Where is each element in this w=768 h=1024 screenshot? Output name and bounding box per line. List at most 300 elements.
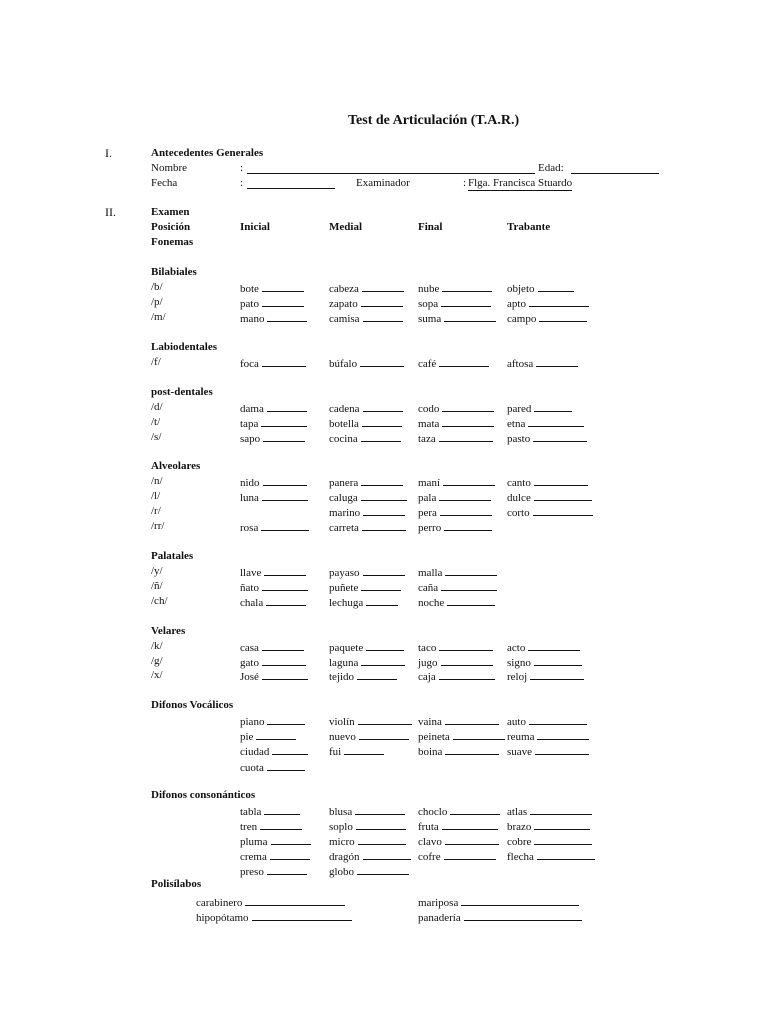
phoneme-nn-inicial-answer-line[interactable] [262, 580, 308, 591]
phoneme-n-trabante-answer-line[interactable] [534, 475, 588, 486]
phoneme-k-final-answer-line[interactable] [439, 640, 493, 651]
difono-consonantico-2-3-answer-line[interactable] [534, 834, 592, 845]
phoneme-t-trabante-answer-line[interactable] [528, 416, 584, 427]
phoneme-x-final [418, 669, 495, 684]
phoneme-x-fonema [151, 669, 163, 682]
phoneme-p-trabante-word: apto [507, 298, 526, 310]
phoneme-p-medial [329, 296, 403, 311]
phoneme-y-final [418, 565, 497, 580]
phoneme-r-trabante-word: corto [507, 507, 530, 519]
difono-consonantico-0-1-word: blusa [329, 806, 353, 818]
phoneme-r-medial-word: marino [329, 507, 361, 519]
difono-vocalico-1-0 [240, 729, 296, 744]
phoneme-p-trabante [507, 296, 589, 311]
difono-vocalico-1-2-word: peineta [418, 731, 450, 743]
phoneme-k-fonema-word: /k/ [151, 640, 163, 652]
phoneme-s-fonema-word: /s/ [151, 431, 162, 443]
phoneme-y-final-answer-line[interactable] [445, 565, 497, 576]
phoneme-n-fonema [151, 475, 163, 488]
phoneme-g-final [418, 655, 493, 670]
phoneme-k-medial-word: paquete [329, 642, 364, 654]
difono-consonantico-0-0 [240, 804, 300, 819]
trabante-header: Trabante [507, 221, 551, 233]
phoneme-l-fonema [151, 490, 160, 503]
section-1-number: I. [105, 146, 112, 160]
difono-consonantico-0-3-word: atlas [507, 806, 528, 818]
phoneme-g-medial-answer-line[interactable] [361, 655, 405, 666]
phoneme-l-trabante-word: dulce [507, 492, 531, 504]
nombre-field[interactable] [247, 162, 535, 174]
phoneme-m-final-answer-line[interactable] [444, 311, 496, 322]
difono-consonantico-2-2-answer-line[interactable] [445, 834, 499, 845]
difono-vocalico-1-1-word: nuevo [329, 731, 356, 743]
polisilabo-2-answer-line[interactable] [461, 895, 579, 906]
phoneme-ch-inicial-word: chala [240, 597, 264, 609]
phoneme-p-medial-word: zapato [329, 298, 358, 310]
phoneme-m-medial-answer-line[interactable] [363, 311, 403, 322]
difono-vocalico-1-0-answer-line[interactable] [256, 729, 296, 740]
polisilabo-0-answer-line[interactable] [245, 895, 345, 906]
final-header: Final [418, 221, 443, 233]
nombre-label: Nombre [151, 162, 188, 174]
phoneme-x-medial [329, 669, 397, 684]
phoneme-g-trabante-answer-line[interactable] [534, 655, 582, 666]
phoneme-m-trabante-answer-line[interactable] [539, 311, 587, 322]
phoneme-s-trabante-word: pasto [507, 433, 531, 445]
phoneme-f-fonema-word: /f/ [151, 356, 161, 368]
difono-consonantico-3-3 [507, 849, 595, 864]
difono-consonantico-4-0-answer-line[interactable] [267, 864, 307, 875]
phoneme-d-final-word: codo [418, 403, 440, 415]
phoneme-ch-medial [329, 595, 398, 610]
phoneme-g-trabante [507, 655, 582, 670]
difono-vocalico-0-0-word: piano [240, 716, 265, 728]
phoneme-p-inicial-answer-line[interactable] [262, 296, 304, 307]
phoneme-rr-fonema [151, 520, 164, 533]
inicial-header: Inicial [240, 221, 270, 233]
phoneme-g-medial-word: laguna [329, 657, 359, 669]
difono-consonantico-1-2-answer-line[interactable] [442, 819, 498, 830]
phoneme-nn-fonema [151, 580, 163, 593]
difono-consonantico-3-2-answer-line[interactable] [444, 849, 496, 860]
phoneme-ch-medial-word: lechuga [329, 597, 364, 609]
phoneme-l-medial [329, 490, 407, 505]
phoneme-m-final-word: suma [418, 313, 442, 325]
phoneme-b-inicial-word: bote [240, 283, 259, 295]
difono-vocalico-1-3-answer-line[interactable] [537, 729, 589, 740]
difono-vocalico-2-1 [329, 744, 384, 759]
group-postdentales: post-dentales [151, 386, 213, 398]
difono-consonantico-1-1-word: soplo [329, 821, 353, 833]
phoneme-b-inicial-answer-line[interactable] [262, 281, 304, 292]
difono-vocalico-0-2-answer-line[interactable] [445, 714, 499, 725]
phoneme-d-trabante-answer-line[interactable] [534, 401, 572, 412]
polisilabo-0-word: carabinero [196, 897, 243, 909]
phoneme-x-medial-answer-line[interactable] [357, 669, 397, 680]
phoneme-d-trabante [507, 401, 572, 416]
phoneme-k-medial [329, 640, 404, 655]
difono-vocalico-1-3-word: reuma [507, 731, 535, 743]
phoneme-s-final-word: taza [418, 433, 436, 445]
difono-vocalico-3-0-answer-line[interactable] [267, 760, 305, 771]
phoneme-rr-fonema-word: /rr/ [151, 520, 165, 532]
difono-vocalico-2-3 [507, 744, 589, 759]
group-palatales: Palatales [151, 550, 194, 562]
phoneme-y-inicial-word: llave [240, 567, 262, 579]
phoneme-ch-final-answer-line[interactable] [447, 595, 495, 606]
polisilabo-3-word: panadería [418, 912, 461, 924]
phoneme-g-fonema [151, 655, 163, 668]
phoneme-m-medial [329, 311, 403, 326]
phoneme-s-fonema [151, 431, 161, 444]
phoneme-l-final [418, 490, 491, 505]
difono-consonantico-3-1-word: dragón [329, 851, 360, 863]
phoneme-b-final [418, 281, 492, 296]
phoneme-l-final-answer-line[interactable] [439, 490, 491, 501]
phoneme-p-medial-answer-line[interactable] [361, 296, 403, 307]
phoneme-y-medial-answer-line[interactable] [363, 565, 405, 576]
phoneme-s-inicial [240, 431, 305, 446]
phoneme-k-final-word: taco [418, 642, 437, 654]
phoneme-k-inicial-answer-line[interactable] [262, 640, 304, 651]
group-polisilabos: Polisílabos [151, 878, 202, 890]
difono-consonantico-1-0 [240, 819, 302, 834]
phoneme-g-fonema-word: /g/ [151, 655, 163, 667]
difono-consonantico-1-1-answer-line[interactable] [356, 819, 406, 830]
phoneme-g-inicial-answer-line[interactable] [262, 655, 306, 666]
posicion-header: Posición [151, 221, 191, 233]
difono-consonantico-0-2-answer-line[interactable] [450, 804, 500, 815]
phoneme-x-final-word: caja [418, 671, 436, 683]
phoneme-f-inicial [240, 356, 306, 371]
phoneme-m-medial-word: camisa [329, 313, 360, 325]
phoneme-l-fonema-word: /l/ [151, 490, 161, 502]
difono-consonantico-1-2 [418, 819, 498, 834]
difono-vocalico-1-1-answer-line[interactable] [359, 729, 409, 740]
phoneme-n-final-word: maní [418, 477, 440, 489]
difono-consonantico-0-3-answer-line[interactable] [530, 804, 592, 815]
difono-vocalico-0-3-answer-line[interactable] [529, 714, 587, 725]
nombre-colon: : [240, 162, 244, 174]
phoneme-s-trabante-answer-line[interactable] [533, 431, 587, 442]
phoneme-rr-inicial [240, 520, 309, 535]
phoneme-rr-final-answer-line[interactable] [444, 520, 492, 531]
polisilabo-3-answer-line[interactable] [464, 910, 582, 921]
phoneme-n-final [418, 475, 495, 490]
section-1-heading: Antecedentes Generales [151, 147, 264, 159]
phoneme-m-inicial-answer-line[interactable] [267, 311, 307, 322]
difono-consonantico-4-1 [329, 864, 409, 879]
phoneme-nn-medial-word: puñete [329, 582, 359, 594]
phoneme-s-inicial-answer-line[interactable] [263, 431, 305, 442]
phoneme-f-medial-word: búfalo [329, 358, 358, 370]
phoneme-nn-medial-answer-line[interactable] [361, 580, 401, 591]
phoneme-t-fonema [151, 416, 160, 429]
phoneme-s-final-answer-line[interactable] [439, 431, 493, 442]
phoneme-b-trabante [507, 281, 574, 296]
phoneme-d-medial-answer-line[interactable] [363, 401, 403, 412]
phoneme-x-inicial-word: José [240, 671, 259, 683]
difono-consonantico-2-0 [240, 834, 311, 849]
difono-consonantico-3-3-answer-line[interactable] [537, 849, 595, 860]
phoneme-d-inicial-answer-line[interactable] [267, 401, 307, 412]
group-labiodentales: Labiodentales [151, 341, 218, 353]
phoneme-r-medial [329, 505, 405, 520]
phoneme-x-inicial-answer-line[interactable] [262, 669, 308, 680]
difono-consonantico-1-2-word: fruta [418, 821, 439, 833]
phoneme-s-final [418, 431, 493, 446]
phoneme-t-inicial-word: tapa [240, 418, 259, 430]
phoneme-l-trabante-answer-line[interactable] [534, 490, 592, 501]
phoneme-r-medial-answer-line[interactable] [363, 505, 405, 516]
phoneme-f-final-word: café [418, 358, 437, 370]
phoneme-ch-inicial-answer-line[interactable] [266, 595, 306, 606]
phoneme-x-final-answer-line[interactable] [439, 669, 495, 680]
phoneme-m-inicial [240, 311, 307, 326]
phoneme-b-fonema-word: /b/ [151, 281, 163, 293]
phoneme-b-fonema [151, 281, 163, 294]
phoneme-l-inicial-word: luna [240, 492, 259, 504]
phoneme-g-final-answer-line[interactable] [441, 655, 493, 666]
phoneme-ch-medial-answer-line[interactable] [366, 595, 398, 606]
phoneme-ch-fonema-word: /ch/ [151, 595, 168, 607]
polisilabo-1 [196, 910, 352, 925]
phoneme-d-inicial-word: dama [240, 403, 264, 415]
difono-vocalico-2-3-word: suave [507, 746, 533, 758]
difono-consonantico-3-0-word: crema [240, 851, 267, 863]
phoneme-n-inicial-answer-line[interactable] [263, 475, 307, 486]
difono-consonantico-2-0-answer-line[interactable] [271, 834, 311, 845]
polisilabo-1-word: hipopótamo [196, 912, 249, 924]
phoneme-d-trabante-word: pared [507, 403, 532, 415]
phoneme-n-fonema-word: /n/ [151, 475, 163, 487]
difono-vocalico-2-0-word: ciudad [240, 746, 270, 758]
phoneme-p-final [418, 296, 491, 311]
difono-consonantico-1-0-answer-line[interactable] [260, 819, 302, 830]
phoneme-m-fonema-word: /m/ [151, 311, 166, 323]
polisilabo-2-word: mariposa [418, 897, 459, 909]
fecha-field[interactable] [247, 177, 335, 189]
difono-consonantico-2-2 [418, 834, 499, 849]
edad-field[interactable] [571, 162, 659, 174]
difono-consonantico-3-0-answer-line[interactable] [270, 849, 310, 860]
phoneme-f-trabante-answer-line[interactable] [536, 356, 578, 367]
difono-consonantico-3-0 [240, 849, 310, 864]
examinador-label: Examinador [356, 177, 410, 189]
phoneme-d-final-answer-line[interactable] [442, 401, 494, 412]
phoneme-g-medial [329, 655, 405, 670]
phoneme-rr-medial [329, 520, 406, 535]
difono-vocalico-0-3 [507, 714, 587, 729]
phoneme-f-final [418, 356, 489, 371]
phoneme-nn-fonema-word: /ñ/ [151, 580, 163, 592]
phoneme-k-medial-answer-line[interactable] [366, 640, 404, 651]
polisilabo-1-answer-line[interactable] [252, 910, 352, 921]
phoneme-nn-final [418, 580, 497, 595]
phoneme-s-medial-word: cocina [329, 433, 358, 445]
phoneme-d-fonema [151, 401, 163, 414]
phoneme-r-final-answer-line[interactable] [440, 505, 492, 516]
difono-consonantico-0-0-answer-line[interactable] [264, 804, 300, 815]
difono-vocalico-1-1 [329, 729, 409, 744]
phoneme-r-fonema-word: /r/ [151, 505, 161, 517]
phoneme-m-trabante-word: campo [507, 313, 537, 325]
edad-label: Edad: [538, 162, 564, 174]
phoneme-l-inicial [240, 490, 308, 505]
phoneme-x-fonema-word: /x/ [151, 669, 163, 681]
phoneme-t-inicial [240, 416, 307, 431]
difono-vocalico-2-2-word: boina [418, 746, 443, 758]
difono-consonantico-2-1-answer-line[interactable] [358, 834, 406, 845]
phoneme-g-inicial-word: gato [240, 657, 259, 669]
difono-consonantico-3-3-word: flecha [507, 851, 534, 863]
difono-consonantico-0-1-answer-line[interactable] [355, 804, 405, 815]
phoneme-k-trabante-answer-line[interactable] [528, 640, 580, 651]
phoneme-y-inicial-answer-line[interactable] [264, 565, 306, 576]
phoneme-f-inicial-answer-line[interactable] [262, 356, 306, 367]
difono-consonantico-0-1 [329, 804, 405, 819]
difono-consonantico-4-1-word: globo [329, 866, 355, 878]
difono-vocalico-2-0 [240, 744, 308, 759]
difono-consonantico-0-2 [418, 804, 500, 819]
difono-consonantico-2-2-word: clavo [418, 836, 442, 848]
difono-vocalico-0-0 [240, 714, 305, 729]
difono-vocalico-0-2-word: vaina [418, 716, 442, 728]
phoneme-k-trabante-word: acto [507, 642, 526, 654]
phoneme-p-inicial [240, 296, 304, 311]
phoneme-n-final-answer-line[interactable] [443, 475, 495, 486]
phoneme-b-final-word: nube [418, 283, 440, 295]
difono-vocalico-2-2 [418, 744, 499, 759]
polisilabo-2 [418, 895, 579, 910]
phoneme-p-trabante-answer-line[interactable] [529, 296, 589, 307]
phoneme-d-inicial [240, 401, 307, 416]
phoneme-y-fonema-word: /y/ [151, 565, 163, 577]
difono-consonantico-0-0-word: tabla [240, 806, 262, 818]
phoneme-b-medial [329, 281, 404, 296]
phoneme-nn-inicial-word: ñato [240, 582, 259, 594]
phoneme-r-trabante-answer-line[interactable] [533, 505, 593, 516]
phoneme-n-inicial [240, 475, 307, 490]
difono-vocalico-0-1-answer-line[interactable] [358, 714, 412, 725]
phoneme-y-medial-word: payaso [329, 567, 360, 579]
phoneme-t-final-word: mata [418, 418, 440, 430]
difono-consonantico-2-1 [329, 834, 406, 849]
phoneme-r-final-word: pera [418, 507, 437, 519]
phoneme-rr-inicial-answer-line[interactable] [261, 520, 309, 531]
phoneme-t-trabante-word: etna [507, 418, 526, 430]
phoneme-f-trabante-word: aftosa [507, 358, 534, 370]
difono-vocalico-2-0-answer-line[interactable] [272, 744, 308, 755]
phoneme-rr-inicial-word: rosa [240, 522, 259, 534]
difono-vocalico-2-3-answer-line[interactable] [535, 744, 589, 755]
difono-consonantico-1-3-word: brazo [507, 821, 532, 833]
phoneme-m-inicial-word: mano [240, 313, 265, 325]
phoneme-y-fonema [151, 565, 163, 578]
phoneme-rr-medial-answer-line[interactable] [362, 520, 406, 531]
phoneme-rr-final [418, 520, 492, 535]
phoneme-nn-final-answer-line[interactable] [441, 580, 497, 591]
phoneme-s-inicial-word: sapo [240, 433, 261, 445]
difono-vocalico-0-3-word: auto [507, 716, 526, 728]
phoneme-f-medial [329, 356, 404, 371]
phoneme-k-final [418, 640, 493, 655]
examinador-value: Flga. Francisca Stuardo [468, 177, 573, 189]
phoneme-g-final-word: jugo [418, 657, 438, 669]
difono-consonantico-0-3 [507, 804, 592, 819]
difono-vocalico-3-0-word: cuota [240, 762, 264, 774]
phoneme-f-medial-answer-line[interactable] [360, 356, 404, 367]
difono-vocalico-0-2 [418, 714, 499, 729]
phoneme-p-inicial-word: pato [240, 298, 259, 310]
phoneme-f-final-answer-line[interactable] [439, 356, 489, 367]
fecha-colon: : [240, 177, 244, 189]
phoneme-y-inicial [240, 565, 306, 580]
phoneme-l-inicial-answer-line[interactable] [262, 490, 308, 501]
phoneme-b-trabante-answer-line[interactable] [538, 281, 574, 292]
difono-consonantico-3-2 [418, 849, 496, 864]
phoneme-b-medial-word: cabeza [329, 283, 359, 295]
group-difonos-vocalicos: Difonos Vocálicos [151, 699, 234, 711]
polisilabo-0 [196, 895, 345, 910]
difono-consonantico-1-3-answer-line[interactable] [534, 819, 590, 830]
phoneme-t-inicial-answer-line[interactable] [261, 416, 307, 427]
phoneme-p-final-answer-line[interactable] [441, 296, 491, 307]
difono-vocalico-0-0-answer-line[interactable] [267, 714, 305, 725]
phoneme-nn-final-word: caña [418, 582, 439, 594]
difono-vocalico-1-2-answer-line[interactable] [453, 729, 505, 740]
phoneme-g-trabante-word: signo [507, 657, 531, 669]
phoneme-ch-fonema [151, 595, 168, 608]
phoneme-n-medial-answer-line[interactable] [361, 475, 403, 486]
phoneme-x-trabante-word: reloj [507, 671, 528, 683]
phoneme-s-medial [329, 431, 401, 446]
phoneme-x-trabante [507, 669, 584, 684]
difono-consonantico-4-1-answer-line[interactable] [357, 864, 409, 875]
difono-consonantico-1-1 [329, 819, 406, 834]
phoneme-f-trabante [507, 356, 578, 371]
phoneme-s-medial-answer-line[interactable] [361, 431, 401, 442]
phoneme-p-final-word: sopa [418, 298, 439, 310]
phoneme-t-medial-answer-line[interactable] [362, 416, 402, 427]
group-difonos-consonanticos: Difonos consonánticos [151, 789, 256, 801]
difono-vocalico-2-1-answer-line[interactable] [344, 744, 384, 755]
difono-consonantico-2-0-word: pluma [240, 836, 268, 848]
phoneme-g-inicial [240, 655, 306, 670]
difono-consonantico-2-1-word: micro [329, 836, 355, 848]
phoneme-t-final-answer-line[interactable] [442, 416, 494, 427]
difono-consonantico-3-1-answer-line[interactable] [363, 849, 411, 860]
phoneme-k-trabante [507, 640, 580, 655]
difono-vocalico-1-0-word: pie [240, 731, 254, 743]
group-velares: Velares [151, 625, 186, 637]
difono-vocalico-2-2-answer-line[interactable] [445, 744, 499, 755]
difono-vocalico-0-1-word: violín [329, 716, 355, 728]
difono-vocalico-2-1-word: fui [329, 746, 342, 758]
section-2-heading: Examen [151, 206, 190, 218]
phoneme-f-inicial-word: foca [240, 358, 259, 370]
phoneme-b-final-answer-line[interactable] [442, 281, 492, 292]
phoneme-rr-final-word: perro [418, 522, 442, 534]
group-alveolares: Alveolares [151, 460, 201, 472]
difono-consonantico-1-3 [507, 819, 590, 834]
group-bilabiales: Bilabiales [151, 266, 197, 278]
phoneme-x-trabante-answer-line[interactable] [530, 669, 584, 680]
phoneme-b-medial-answer-line[interactable] [362, 281, 404, 292]
medial-header: Medial [329, 221, 362, 233]
phoneme-l-medial-answer-line[interactable] [361, 490, 407, 501]
difono-consonantico-1-0-word: tren [240, 821, 258, 833]
